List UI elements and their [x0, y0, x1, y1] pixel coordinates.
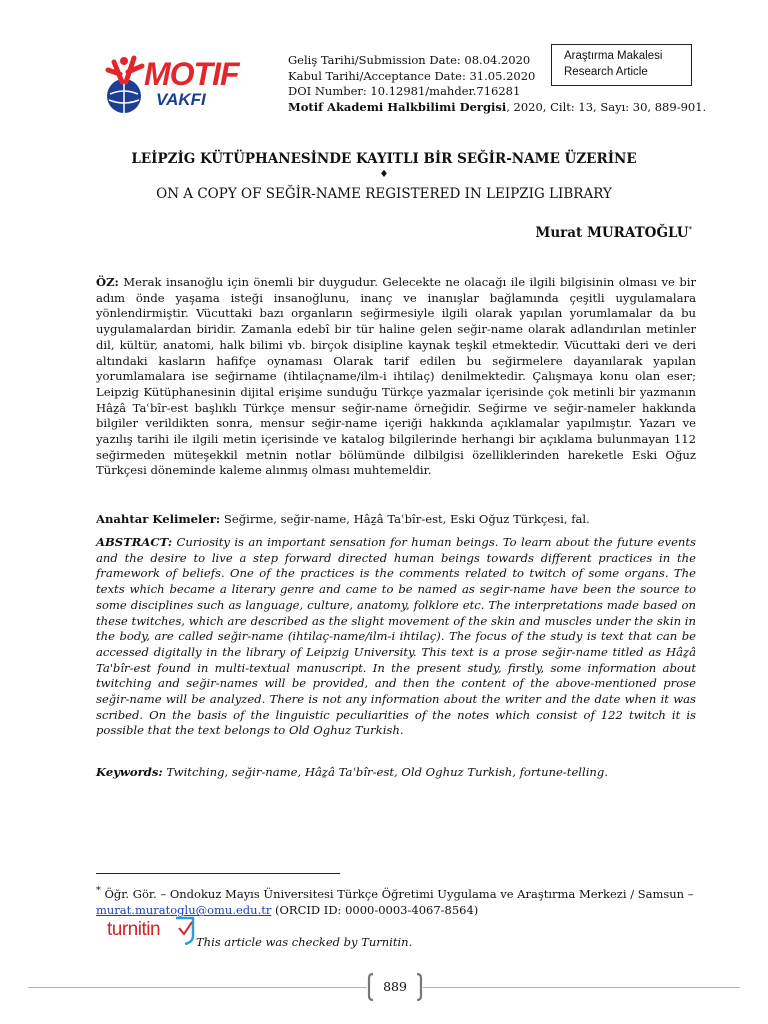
author-text: Murat MURATOĞLU	[535, 225, 689, 241]
turnitin-note: This article was checked by Turnitin.	[196, 935, 413, 949]
page-number-box	[367, 972, 423, 1002]
keywords-en-text: Twitching, seğir-name, Hâẕâ Taʿbîr-est, Old Oghuz Turkish, fortune-telling.	[162, 765, 609, 779]
logo-brand: MOTIF	[144, 56, 239, 92]
dancer-globe-icon	[100, 52, 150, 120]
footnote-rule	[96, 873, 340, 874]
acceptance-date: Kabul Tarihi/Acceptance Date: 31.05.2020	[288, 68, 536, 83]
article-type-tr: Araştırma Makalesi	[564, 50, 663, 62]
author-email-link[interactable]: murat.muratoglu@omu.edu.tr	[96, 903, 272, 918]
keywords-tr-label: Anahtar Kelimeler:	[96, 512, 221, 526]
turnitin-check-icon	[173, 914, 197, 946]
page-number: 889	[383, 979, 407, 994]
doi-number: DOI Number: 10.12981/mahder.716281	[288, 84, 521, 98]
title-english: ON A COPY OF SEĞİR-NAME REGISTERED IN LEIPZIG LIBRARY	[156, 186, 612, 202]
keywords-tr-text: Seğirme, seğir-name, Hâẕâ Taʿbîr-est, Eski Oğuz Türkçesi, fal.	[220, 512, 590, 526]
footnote-orcid: (ORCID ID: 0000-0003-4067-8564)	[271, 903, 479, 918]
footnote-affiliation: Öğr. Gör. – Ondokuz Mayıs Üniversitesi Türkçe Öğretimi Uygulama ve Araştırma Merkezi / Samsun –	[100, 886, 694, 901]
abstract-label: ABSTRACT:	[96, 535, 173, 549]
submission-date: Geliş Tarihi/Submission Date: 08.04.2020	[288, 53, 531, 67]
article-type-box	[551, 44, 692, 86]
keywords-english	[96, 765, 696, 781]
citation-details: , 2020, Cilt: 13, Sayı: 30, 889-901.	[506, 99, 707, 114]
oz-label: ÖZ:	[96, 275, 119, 289]
journal-citation	[288, 100, 706, 116]
footnote-mark: *	[96, 885, 101, 896]
logo-subtitle: VAKFI	[156, 90, 206, 109]
turnitin-logo	[107, 914, 197, 948]
keywords-en-label: Keywords:	[96, 765, 163, 779]
motif-vakfi-logo	[100, 52, 260, 124]
keywords-turkish	[96, 512, 696, 528]
journal-name: Motif Akademi Halkbilimi Dergisi	[288, 99, 507, 114]
article-type-en: Research Article	[564, 66, 648, 78]
title-separator: ♦	[379, 169, 389, 180]
oz-text: Merak insanoğlu için önemli bir duygudur. Gelecekte ne olacağı ile ilgili bilgisinin olması ve bir adım önde yaşama isteği insanoğlunu, inanç ve inanışlar bağlamında çeşitli uygulamalara yönlendirmiştir. Vücuttaki bazı organların seğirmesiyle ilgili olarak yapılan yorumlamalar da bu uygulamalardan biridir. Zamanla edebî bir tür haline gelen seğir-name olarak adlandırılan metinler dil, kültür, anatomi, halk bilimi vb. birçok disipline kaynak teşkil etmektedir. Vücuttaki deri ve deri altındaki kasların hafifçe oynaması Olarak tarif edilen bu seğirmelere dayanılarak yapılan yorumlamalara ise seğirname (ihtilaçname/ilm-i ihtilaç) denilmektedir. Çalışmaya konu olan eser; Leipzig Kütüphanesinin dijital erişime sunduğu Türkçe yazmalar içerisinde çok metinli bir yazmanın Hâẕâ Taʿbîr-est başlıklı Türkçe mensur seğir-name örneğidir. Seğirme ve seğir-nameler hakkında bilgiler verildikten sonra, mensur seğir-name içeriği hakkında açıklamalar yapılmıştır. Yazarı ve yazılış tarihi ile ilgili metin içerisinde ve katalog bilgilerinde herhangi bir açıklama bulunmayan 112 seğirmeden müteşekkil metnin notlar bölümünde dilbilgisi özelliklerinden hareketle Eski Oğuz Türkçesi döneminde kaleme alınmış olması muhtemeldir.	[96, 275, 696, 478]
title-turkish: LEİPZİG KÜTÜPHANESİNDE KAYITLI BİR SEĞİR-NAME ÜZERİNE	[131, 151, 637, 167]
turnitin-wordmark: turnitin	[107, 919, 161, 940]
author-name	[535, 225, 692, 241]
oz-paragraph	[96, 275, 696, 479]
abstract-paragraph	[96, 535, 696, 739]
abstract-text: Curiosity is an important sensation for human beings. To learn about the future events and the desire to live a step forward directed human beings towards different practices in the framework of beliefs. One of the practices is the comments related to twitch of some organs. The texts which became a literary genre and came to be named as segir-name have been the source to some disciplines such as language, culture, anatomy, folklore etc. The interpretations made based on these twitches, which are described as the slight movement of the skin and muscles under the skin in the body, are called seğir-name (ihtilaç-name/ilm-i ihtilaç). The focus of the study is text that can be accessed digitally in the library of Leipzig University. This text is a prose seğir-name titled as Hâẕâ Ta'bîr-est found in multi-textual manuscript. In the present study, firstly, some information about twitching and seğir-names will be provided, and then the content of the above-mentioned prose seğir-name will be analyzed. There is not any information about the writer and the date when it was scribed. On the basis of the linguistic peculiarities of the notes which consist of 122 twitch it is possible that the text belongs to Old Oghuz Turkish.	[96, 535, 696, 738]
author-footnote-mark: *	[688, 225, 692, 234]
